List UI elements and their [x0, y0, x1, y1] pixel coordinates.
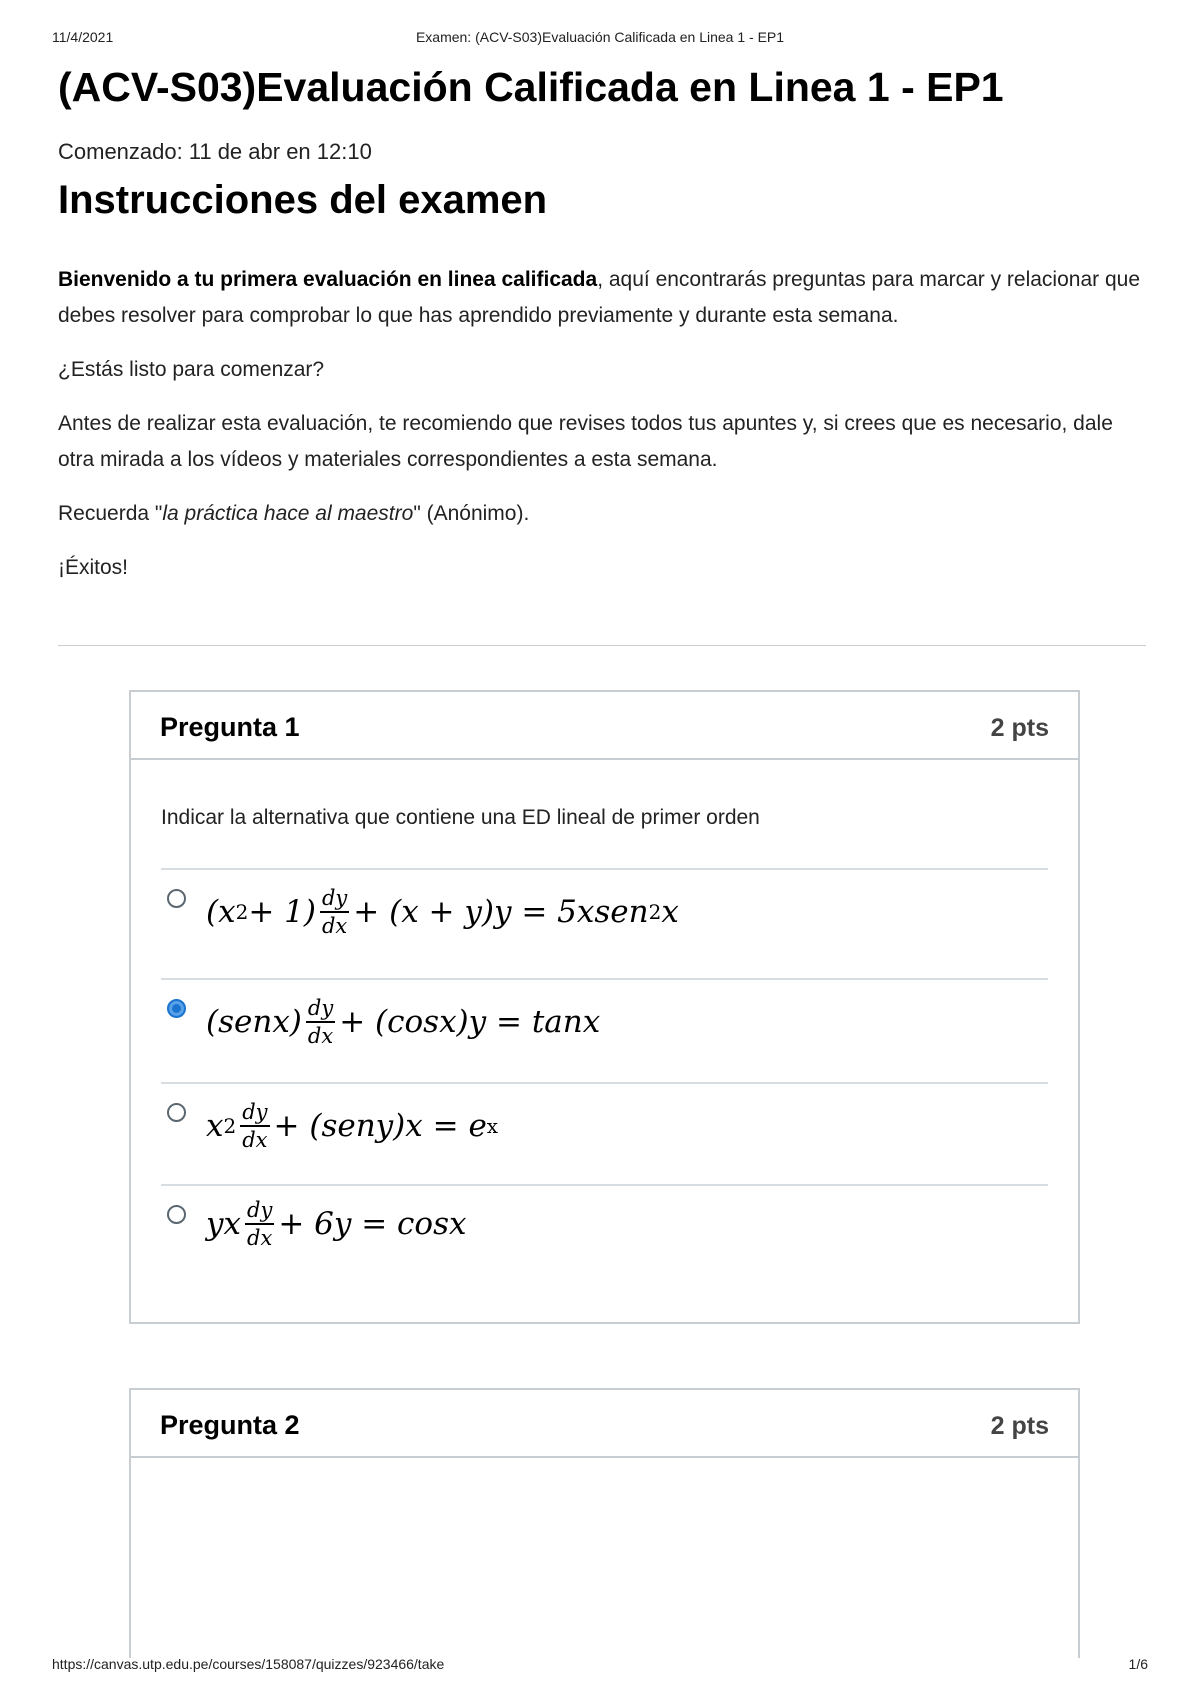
fraction-numerator: dy — [320, 886, 349, 913]
eq-part: + (seny)x = e — [273, 1108, 487, 1144]
fraction-denominator: dx — [242, 1128, 268, 1152]
eq-part: x — [206, 1108, 224, 1144]
answer-option-3[interactable] — [161, 1082, 1048, 1184]
answer-option-2[interactable] — [161, 978, 1048, 1082]
started-label: Comenzado: — [58, 139, 183, 164]
instructions-quote — [58, 496, 1148, 532]
question-header — [131, 692, 1078, 760]
print-url: https://canvas.utp.edu.pe/courses/158087/quizzes/923466/take — [52, 1656, 445, 1672]
question-text: Indicar la alternativa que contiene una ED lineal de primer orden — [161, 806, 760, 829]
answer-equation — [206, 996, 600, 1048]
radio-button[interactable] — [167, 1205, 186, 1224]
derivative-fraction — [240, 1100, 269, 1152]
answer-equation — [206, 1100, 498, 1152]
quote-prefix: Recuerda " — [58, 502, 163, 525]
question-1 — [129, 690, 1080, 1324]
answer-option-1[interactable] — [161, 868, 1048, 978]
quote-text: la práctica hace al maestro — [162, 502, 414, 525]
instructions-heading: Instrucciones del examen — [58, 178, 548, 222]
eq-superscript: 2 — [648, 900, 662, 924]
eq-superscript: 2 — [223, 1114, 237, 1138]
question-header — [131, 1390, 1078, 1458]
quiz-title: (ACV-S03)Evaluación Calificada en Linea 1 - EP1 — [58, 64, 1004, 110]
question-title: Pregunta 2 — [160, 1410, 300, 1440]
fraction-numerator: dy — [306, 996, 335, 1023]
answer-equation — [206, 1198, 466, 1250]
eq-superscript: 2 — [235, 900, 249, 924]
question-2 — [129, 1388, 1080, 1658]
radio-button[interactable] — [167, 1103, 186, 1122]
print-footer — [52, 1656, 1148, 1676]
answer-option-4[interactable] — [161, 1184, 1048, 1284]
instructions-ready: ¿Estás listo para comenzar? — [58, 358, 325, 381]
question-points: 2 pts — [990, 714, 1049, 742]
eq-part: yx — [206, 1206, 241, 1242]
print-date: 11/4/2021 — [52, 29, 114, 45]
eq-superscript: x — [486, 1114, 499, 1138]
eq-part: x — [661, 894, 679, 930]
instructions-advice: Antes de realizar esta evaluación, te recomiendo que revises todos tus apuntes y, si crees que es necesario, dale otra mirada a los vídeos y materiales correspondientes a esta semana. — [58, 412, 1113, 471]
question-points: 2 pts — [990, 1412, 1049, 1440]
instructions-body — [58, 262, 1148, 604]
eq-part: + 6y = cosx — [278, 1206, 467, 1242]
instructions-closing: ¡Éxitos! — [58, 556, 129, 579]
derivative-fraction — [320, 886, 349, 938]
fraction-denominator: dx — [307, 1024, 334, 1048]
started-value: 11 de abr en 12:10 — [188, 139, 372, 164]
fraction-numerator: dy — [240, 1100, 269, 1127]
eq-part: + (cosx)y = tanx — [339, 1004, 601, 1040]
eq-part: + (x + y)y = 5xsen — [353, 894, 649, 930]
eq-part: + 1) — [248, 894, 316, 930]
eq-part: (senx) — [206, 1004, 302, 1040]
radio-button-selected[interactable] — [167, 999, 186, 1018]
derivative-fraction — [245, 1198, 274, 1250]
quote-suffix: " (Anónimo). — [413, 502, 530, 525]
answer-equation — [206, 886, 679, 938]
eq-part: (x — [206, 894, 236, 930]
derivative-fraction — [306, 996, 335, 1048]
started-info — [58, 139, 372, 165]
print-header — [52, 29, 1148, 49]
fraction-numerator: dy — [245, 1198, 274, 1225]
fraction-denominator: dx — [321, 914, 348, 938]
question-title: Pregunta 1 — [160, 712, 300, 742]
section-divider — [58, 645, 1146, 646]
instructions-intro — [58, 262, 1148, 334]
print-doc-title: Examen: (ACV-S03)Evaluación Calificada en Linea 1 - EP1 — [415, 29, 785, 45]
intro-rest: , aquí encontrarás preguntas para marcar y relacionar que debes resolver para comprobar lo que has aprendido previamente y durante esta semana. — [58, 268, 1141, 327]
fraction-denominator: dx — [247, 1226, 273, 1250]
print-page-number: 1/6 — [1128, 1656, 1148, 1672]
radio-button[interactable] — [167, 889, 186, 908]
intro-bold: Bienvenido a tu primera evaluación en linea calificada — [58, 268, 598, 291]
